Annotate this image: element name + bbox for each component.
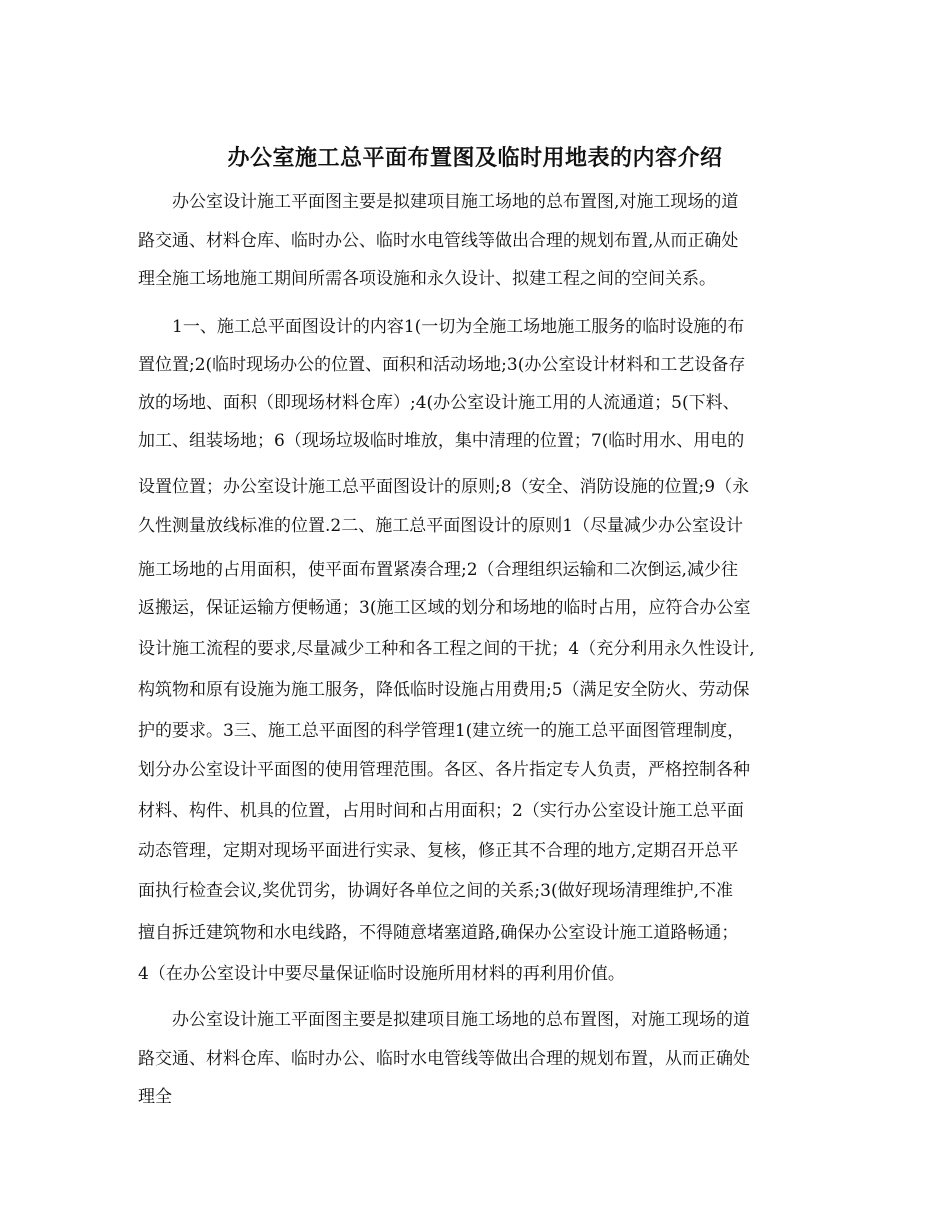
paragraph-line: 理全 [138, 1087, 172, 1107]
paragraph-line: 设置位置；办公室设计施工总平面图设计的原则;8（安全、消防设施的位置;9（永 [138, 477, 750, 497]
paragraph-line: 材料、构件、机具的位置，占用时间和占用面积；2（实行办公室设计施工总平面 [138, 801, 744, 821]
paragraph-line: 返搬运，保证运输方便畅通；3(施工区域的划分和场地的临时占用，应符合办公室 [138, 598, 751, 618]
paragraph-line: 擅自拆迁建筑物和水电线路，不得随意堵塞道路,确保办公室设计施工道路畅通； [138, 923, 739, 943]
paragraph-line: 4（在办公室设计中要尽量保证临时设施所用材料的再利用价值。 [138, 964, 625, 984]
paragraph-line: 护的要求。3三、施工总平面图的科学管理1(建立统一的施工总平面图管理制度， [138, 721, 745, 741]
paragraph-line: 路交通、材料仓库、临时办公、临时水电管线等做出合理的规划布置,从而正确处 [138, 231, 739, 251]
paragraph-line: 设计施工流程的要求,尽量减少工种和各工程之间的干扰；4（充分利用永久性设计, [138, 639, 755, 659]
paragraph-line: 加工、组装场地；6（现场垃圾临时堆放，集中清理的位置；7(临时用水、用电的 [138, 431, 745, 451]
paragraph-line: 办公室设计施工平面图主要是拟建项目施工场地的总布置图，对施工现场的道 [138, 1010, 750, 1030]
paragraph-line: 办公室设计施工平面图主要是拟建项目施工场地的总布置图,对施工现场的道 [138, 192, 739, 212]
paragraph-line: 放的场地、面积（即现场材料仓库）;4(办公室设计施工用的人流通道；5(下料、 [138, 393, 740, 413]
paragraph-line: 置位置;2(临时现场办公的位置、面积和活动场地;3(办公室设计材料和工艺设备存 [138, 355, 746, 375]
paragraph-line: 路交通、材料仓库、临时办公、临时水电管线等做出合理的规划布置，从而正确处 [138, 1049, 750, 1069]
document-title: 办公室施工总平面布置图及临时用地表的内容介绍 [227, 145, 723, 171]
paragraph-line: 构筑物和原有设施为施工服务，降低临时设施占用费用;5（满足安全防火、劳动保 [138, 680, 750, 700]
paragraph-line: 面执行检查会议,奖优罚劣，协调好各单位之间的关系;3(做好现场清理维护,不准 [138, 881, 733, 901]
paragraph-line: 理全施工场地施工期间所需各项设施和永久设计、拟建工程之间的空间关系。 [138, 269, 716, 289]
paragraph-line: 划分办公室设计平面图的使用管理范围。各区、各片指定专人负责，严格控制各种 [138, 760, 750, 780]
paragraph-line: 施工场地的占用面积，使平面布置紧凑合理;2（合理组织运输和二次倒运,减少往 [138, 560, 738, 580]
paragraph-line: 动态管理，定期对现场平面进行实录、复核，修正其不合理的地方,定期召开总平 [138, 841, 739, 861]
paragraph-line: 1一、施工总平面图设计的内容1(一切为全施工场地施工服务的临时设施的布 [138, 317, 745, 337]
paragraph-line: 久性测量放线标准的位置.2二、施工总平面图设计的原则1（尽量减少办公室设计 [138, 516, 744, 536]
